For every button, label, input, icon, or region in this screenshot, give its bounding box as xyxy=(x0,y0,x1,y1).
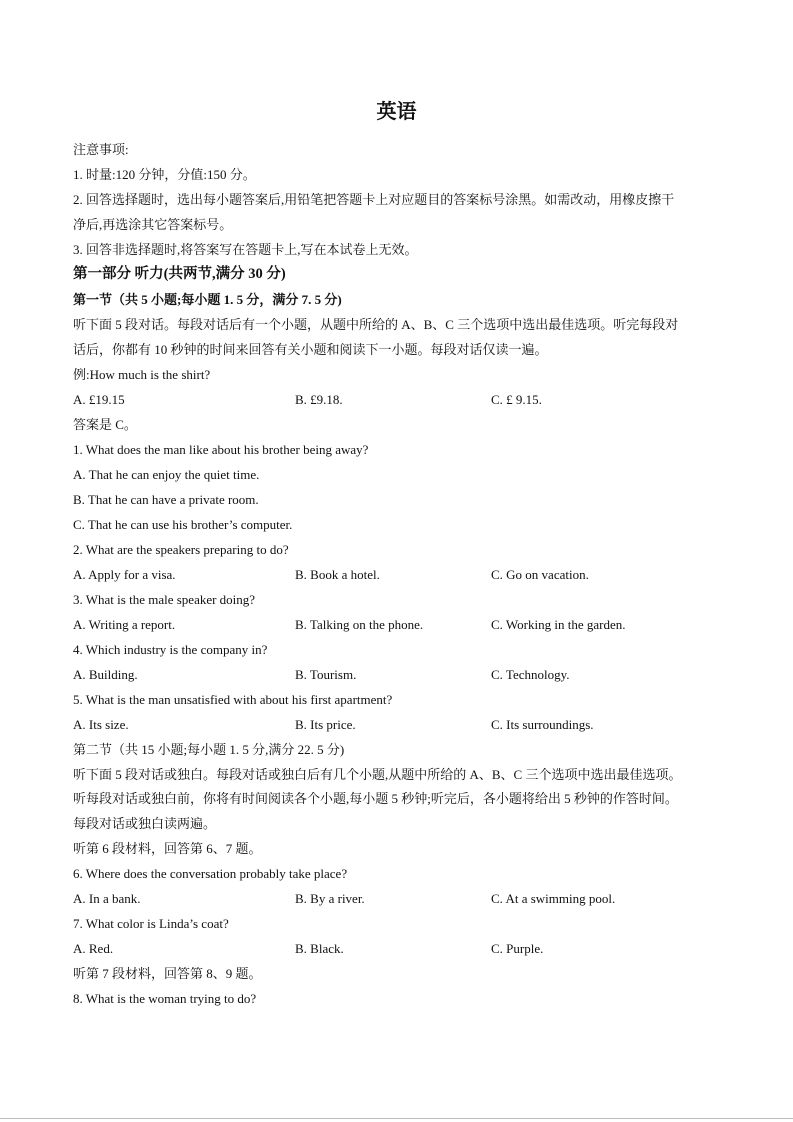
part1-heading: 第一部分 听力(共两节,满分 30 分) xyxy=(73,266,286,282)
page-title: 英语 xyxy=(376,101,417,123)
question-5-option-a: A. Its size. xyxy=(73,717,129,732)
question-1-option-b: B. That he can have a private room. xyxy=(73,492,259,507)
question-2-option-c: C. Go on vacation. xyxy=(491,567,589,582)
question-2: 2. What are the speakers preparing to do? xyxy=(73,542,289,557)
question-1: 1. What does the man like about his brother being away? xyxy=(73,442,369,457)
section2-instructions-line-2: 听每段对话或独白前，你将有时间阅读各个小题,每小题 5 秒钟;听完后，各小题将给出 5 秒钟的作答时间。 xyxy=(73,791,678,806)
question-3: 3. What is the male speaker doing? xyxy=(73,592,256,607)
section1-instructions-line-2: 话后，你都有 10 秒钟的时间来回答有关小题和阅读下一小题。每段对话仅读一遍。 xyxy=(73,342,548,357)
example-option-a: A. £19.15 xyxy=(73,392,125,407)
question-6: 6. Where does the conversation probably take place? xyxy=(73,866,348,881)
question-3-option-c: C. Working in the garden. xyxy=(491,617,626,632)
note-item-2: 2. 回答选择题时，选出每小题答案后,用铅笔把答题卡上对应题目的答案标号涂黑。如需改动，用橡皮擦干 xyxy=(73,192,675,207)
question-7: 7. What color is Linda’s coat? xyxy=(73,916,229,931)
page-bottom-divider xyxy=(0,1118,793,1119)
question-2-option-a: A. Apply for a visa. xyxy=(73,567,176,582)
example-question: 例:How much is the shirt? xyxy=(73,367,211,382)
question-5-option-c: C. Its surroundings. xyxy=(491,717,594,732)
question-6-option-c: C. At a swimming pool. xyxy=(491,891,616,906)
question-6-option-b: B. By a river. xyxy=(295,891,365,906)
question-7-option-a: A. Red. xyxy=(73,941,114,956)
section2-instructions-line-3: 每段对话或独白读两遍。 xyxy=(73,816,217,831)
note-item-2-continued: 净后,再选涂其它答案标号。 xyxy=(73,217,233,232)
example-answer: 答案是 C。 xyxy=(73,417,137,432)
question-6-option-a: A. In a bank. xyxy=(73,891,141,906)
question-1-option-c: C. That he can use his brother’s computer. xyxy=(73,517,293,532)
question-3-option-a: A. Writing a report. xyxy=(73,617,176,632)
question-2-option-b: B. Book a hotel. xyxy=(295,567,380,582)
note-item-3: 3. 回答非选择题时,将答案写在答题卡上,写在本试卷上无效。 xyxy=(73,242,418,257)
question-4: 4. Which industry is the company in? xyxy=(73,642,268,657)
example-option-b: B. £9.18. xyxy=(295,392,343,407)
question-1-option-a: A. That he can enjoy the quiet time. xyxy=(73,467,260,482)
example-option-c: C. £ 9.15. xyxy=(491,392,542,407)
section1-heading: 第一节（共 5 小题;每小题 1. 5 分，满分 7. 5 分) xyxy=(73,292,342,307)
material-6-instruction: 听第 6 段材料，回答第 6、7 题。 xyxy=(73,841,262,856)
question-4-option-c: C. Technology. xyxy=(491,667,570,682)
question-7-option-c: C. Purple. xyxy=(491,941,544,956)
question-8: 8. What is the woman trying to do? xyxy=(73,991,257,1006)
note-item-1: 1. 时量:120 分钟，分值:150 分。 xyxy=(73,167,256,182)
material-7-instruction: 听第 7 段材料，回答第 8、9 题。 xyxy=(73,966,262,981)
notes-heading: 注意事项: xyxy=(73,142,129,157)
question-4-option-a: A. Building. xyxy=(73,667,138,682)
question-5: 5. What is the man unsatisfied with about his first apartment? xyxy=(73,692,393,707)
question-3-option-b: B. Talking on the phone. xyxy=(295,617,424,632)
section2-instructions-line-1: 听下面 5 段对话或独白。每段对话或独白后有几个小题,从题中所给的 A、B、C 三个选项中选出最佳选项。 xyxy=(73,767,682,782)
question-4-option-b: B. Tourism. xyxy=(295,667,357,682)
section2-heading: 第二节（共 15 小题;每小题 1. 5 分,满分 22. 5 分) xyxy=(73,742,345,757)
question-5-option-b: B. Its price. xyxy=(295,717,356,732)
question-7-option-b: B. Black. xyxy=(295,941,344,956)
section1-instructions-line-1: 听下面 5 段对话。每段对话后有一个小题，从题中所给的 A、B、C 三个选项中选出最佳选项。听完每段对 xyxy=(73,317,679,332)
